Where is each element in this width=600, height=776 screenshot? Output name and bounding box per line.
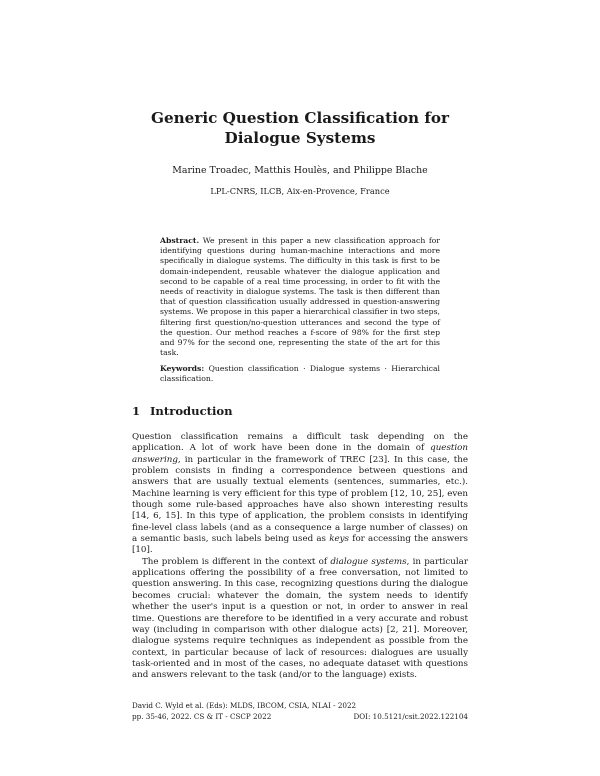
abstract-label: Abstract. <box>160 236 200 245</box>
paragraph-text: , in particular applications offering the possibility of a free conversation, not limited to question answering. In this case, recognizing questions during the dialogue becomes crucial: whatever the domain, the system needs to identify whether the user's input is a question or not, in order to answer in real time. Questions are therefore to be identified in a very accurate and robust way (including in comparison with other dialogue acts) [2, 21]. Moreover, dialogue systems require techniques as independent as possible from the context, in particular because of lack of resources: dialogues are usually task-oriented and in most of the cases, no adequate dataset with questions and answers relevant to the task (and/or to the language) exists. <box>132 556 468 681</box>
abstract <box>160 236 440 358</box>
paragraph-text: Question classification remains a difficult task depending on the application. A lot of work have been done in the domain of <box>132 432 468 454</box>
keywords-text: Question classification · Dialogue systems · Hierarchical classification. <box>160 364 440 384</box>
paragraph-text: for accessing the answers [10]. <box>132 534 468 556</box>
footer-citation: David C. Wyld et al. (Eds): MLDS, IBCOM, CSIA, NLAI - 2022 <box>132 701 357 710</box>
paragraph <box>132 557 468 682</box>
emphasis-text: dialogue systems <box>330 556 407 567</box>
body-text <box>132 432 468 682</box>
page-footer <box>132 700 468 722</box>
paragraph-text: , in particular in the framework of TREC [23]. In this case, the problem consists in finding a correspondence between questions and answers that are usually textual elements (sentences, summaries, etc.). Machine learning is very efficient for this type of problem [12, 10, 25], even though some rule-based approaches have also shown interesting results [14, 6, 15]. In this type of application, the problem consists in identifying fine-level class labels (and as a consequence a large number of classes) on a semantic basis, such labels being used as <box>132 454 468 545</box>
emphasis-text: question answering <box>132 443 468 465</box>
authors: Marine Troadec, Matthis Houlès, and Philippe Blache <box>172 165 428 176</box>
section-title: Introduction <box>150 404 233 418</box>
section-heading <box>132 404 472 419</box>
paragraph-text: The problem is different in the context of <box>142 556 331 567</box>
emphasis-text: keys <box>329 534 350 545</box>
paper-title: Generic Question Classification for Dialogue Systems <box>151 109 449 147</box>
section-number: 1 <box>132 404 141 418</box>
keywords <box>160 364 440 384</box>
footer-pages: pp. 35-46, 2022. CS & IT - CSCP 2022 <box>132 712 272 721</box>
footer-line <box>132 711 468 722</box>
affiliation: LPL-CNRS, ILCB, Aix-en-Provence, France <box>210 186 390 196</box>
abstract-text: We present in this paper a new classification approach for identifying questions during human-machine interactions and more specifically in dialogue systems. The difficulty in this task is first to be domain-independent, reusable whatever the dialogue application and second to be capable of a real time processing, in order to fit with the needs of reactivity in dialogue systems. The task is then different than that of question classification usually addressed in question-answering systems. We propose in this paper a hierarchical classifier in two steps, filtering first question/no-question utterances and second the type of the question. Our method reaches a f-score of 98% for the first step and 97% for the second one, representing the state of the art for this task. <box>160 236 440 358</box>
keywords-label: Keywords: <box>160 364 205 373</box>
paragraph <box>132 432 468 557</box>
footer-doi: DOI: 10.5121/csit.2022.122104 <box>353 712 468 721</box>
